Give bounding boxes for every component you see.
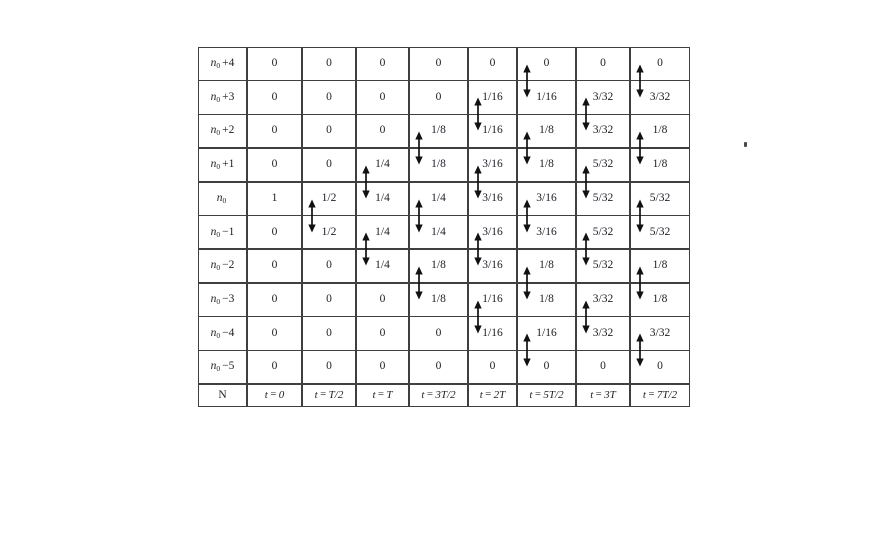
value-cell: 1/8 bbox=[431, 124, 446, 137]
value-cell: 0 bbox=[271, 90, 278, 103]
value-cell: 5/32 bbox=[649, 225, 671, 238]
stray-mark bbox=[744, 142, 747, 147]
value-cell: 0 bbox=[379, 360, 386, 373]
value-cell: 0 bbox=[326, 57, 332, 70]
value-cell: 0 bbox=[271, 292, 278, 305]
value-cell: 0 bbox=[271, 124, 278, 137]
row-label-cell: n 0 +3 bbox=[210, 90, 235, 104]
value-cell: 0 bbox=[543, 360, 550, 373]
value-cell: 0 bbox=[657, 57, 663, 70]
value-cell: 0 bbox=[379, 292, 386, 305]
value-cell: 0 bbox=[271, 360, 278, 373]
value-cell: 0 bbox=[543, 57, 550, 70]
row-label-cell: n 0 −2 bbox=[210, 259, 235, 273]
value-cell: 0 bbox=[435, 326, 442, 339]
value-cell: 0 bbox=[326, 292, 332, 305]
value-cell: 3/16 bbox=[482, 225, 503, 238]
value-cell: 1/2 bbox=[321, 191, 337, 204]
value-cell: 1/4 bbox=[375, 191, 390, 204]
value-cell: 1/8 bbox=[652, 259, 668, 272]
value-cell: 5/32 bbox=[592, 259, 614, 272]
time-header-cell: t = 3T bbox=[590, 389, 616, 401]
value-cell: 3/16 bbox=[482, 191, 503, 204]
value-cell: 0 bbox=[326, 90, 332, 103]
value-cell: 0 bbox=[271, 57, 278, 70]
value-cell: 1/16 bbox=[536, 90, 557, 103]
value-cell: 1/16 bbox=[482, 326, 503, 339]
value-cell: 1/4 bbox=[431, 225, 446, 238]
probability-table bbox=[198, 47, 690, 407]
row-label-cell: n 0 −1 bbox=[210, 225, 235, 239]
value-cell: 1/8 bbox=[652, 158, 668, 171]
value-cell: 0 bbox=[489, 360, 496, 373]
value-cell: 0 bbox=[379, 57, 386, 70]
value-cell: 3/16 bbox=[482, 259, 503, 272]
value-cell: 5/32 bbox=[592, 158, 614, 171]
time-header-cell: t = T/2 bbox=[314, 389, 344, 401]
value-cell: 0 bbox=[379, 90, 386, 103]
value-cell: 1/4 bbox=[431, 191, 446, 204]
value-cell: 1/4 bbox=[375, 225, 390, 238]
value-cell: 1/8 bbox=[431, 292, 446, 305]
value-cell: 1/16 bbox=[536, 326, 557, 339]
value-cell: 0 bbox=[271, 225, 278, 238]
time-header-cell: t = 0 bbox=[264, 389, 285, 401]
value-cell: 0 bbox=[379, 326, 386, 339]
value-cell: 0 bbox=[379, 124, 386, 137]
value-cell: 0 bbox=[435, 360, 442, 373]
value-cell: 1/2 bbox=[321, 225, 337, 238]
row-label-cell: n 0 −3 bbox=[210, 292, 235, 306]
time-header-cell: t = 5T/2 bbox=[529, 389, 564, 401]
time-header-cell: t = 3T/2 bbox=[421, 389, 456, 401]
value-cell: 1/8 bbox=[539, 292, 554, 305]
value-cell: 1/16 bbox=[482, 292, 503, 305]
value-cell: 0 bbox=[326, 360, 332, 373]
value-cell: 1/8 bbox=[431, 259, 446, 272]
value-cell: 3/16 bbox=[536, 191, 557, 204]
row-label-cell: n 0 −4 bbox=[210, 326, 235, 340]
value-cell: 0 bbox=[326, 326, 332, 339]
value-cell: 3/16 bbox=[536, 225, 557, 238]
value-cell: 1/8 bbox=[539, 124, 554, 137]
value-cell: 5/32 bbox=[649, 191, 671, 204]
value-cell: 1/8 bbox=[652, 124, 668, 137]
time-header-cell: t = 2T bbox=[479, 389, 506, 401]
value-cell: 0 bbox=[600, 57, 606, 70]
value-cell: 3/32 bbox=[592, 292, 614, 305]
value-cell: 0 bbox=[489, 57, 496, 70]
value-cell: 0 bbox=[435, 90, 442, 103]
row-label-cell: n 0 −5 bbox=[210, 360, 235, 374]
value-cell: 1/8 bbox=[539, 158, 554, 171]
row-label-cell: n 0 +2 bbox=[210, 124, 235, 138]
value-cell: 1/16 bbox=[482, 124, 503, 137]
value-cell: 3/16 bbox=[482, 158, 503, 171]
corner-label-cell: N bbox=[218, 388, 227, 401]
value-cell: 0 bbox=[271, 158, 278, 171]
value-cell: 0 bbox=[657, 360, 663, 373]
value-cell: 3/32 bbox=[592, 90, 614, 103]
value-cell: 3/32 bbox=[592, 124, 614, 137]
value-cell: 5/32 bbox=[592, 225, 614, 238]
value-cell: 1/8 bbox=[539, 259, 554, 272]
value-cell: 3/32 bbox=[649, 326, 671, 339]
value-cell: 0 bbox=[326, 158, 332, 171]
value-cell: 0 bbox=[271, 259, 278, 272]
value-cell: 1 bbox=[271, 191, 278, 204]
value-cell: 1/4 bbox=[375, 259, 390, 272]
row-label-cell: n 0 +1 bbox=[210, 158, 235, 172]
value-cell: 1/4 bbox=[375, 158, 390, 171]
value-cell: 1/16 bbox=[482, 90, 503, 103]
time-header-cell: t = T bbox=[372, 389, 393, 401]
row-label-cell: n 0 +4 bbox=[210, 57, 235, 71]
value-cell: 3/32 bbox=[592, 326, 614, 339]
row-label-cell: n 0 bbox=[216, 191, 227, 205]
value-cell: 0 bbox=[271, 326, 278, 339]
value-cell: 5/32 bbox=[592, 191, 614, 204]
value-cell: 1/8 bbox=[652, 292, 668, 305]
value-cell: 0 bbox=[326, 259, 332, 272]
value-cell: 0 bbox=[600, 360, 606, 373]
time-header-cell: t = 7T/2 bbox=[642, 389, 678, 401]
value-cell: 0 bbox=[435, 57, 442, 70]
value-cell: 0 bbox=[326, 124, 332, 137]
value-cell: 3/32 bbox=[649, 90, 671, 103]
value-cell: 1/8 bbox=[431, 158, 446, 171]
